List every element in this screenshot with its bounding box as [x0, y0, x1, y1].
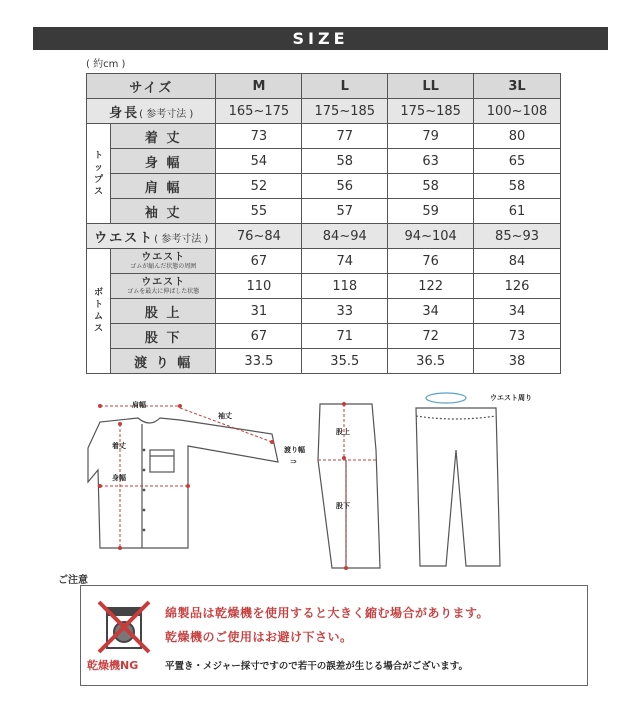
- table-row: [87, 324, 561, 349]
- table-cell: 126: [474, 274, 561, 299]
- table-header-row: [87, 74, 561, 99]
- table-cell: 85~93: [474, 224, 561, 249]
- caution-line-2: 乾燥機のご使用はお避け下さい。: [165, 630, 353, 644]
- table-cell: 34: [474, 299, 561, 324]
- table-cell: 56: [302, 174, 388, 199]
- shirt-illustration: [88, 418, 278, 548]
- dryer-ng-label: 乾燥機NG: [87, 659, 139, 672]
- body-width-label: 身幅: [112, 474, 126, 482]
- table-cell: 94~104: [388, 224, 474, 249]
- table-cell: 59: [388, 199, 474, 224]
- row-label: ウエスト ゴムを最大に伸ばした状態: [110, 274, 216, 299]
- unit-note: ( 約cm ): [86, 59, 126, 70]
- table-cell: 31: [216, 299, 302, 324]
- table-cell: 38: [474, 349, 561, 374]
- table-cell: 84~94: [302, 224, 388, 249]
- waist-ref-row: [87, 224, 561, 249]
- table-cell: 100~108: [474, 99, 561, 124]
- col-ll: LL: [388, 74, 474, 99]
- table-cell: 77: [302, 124, 388, 149]
- table-cell: 54: [216, 149, 302, 174]
- waist-ref-label: ウエスト( 参考寸法 ): [87, 224, 216, 249]
- col-3l: 3L: [474, 74, 561, 99]
- row-label: 肩 幅: [110, 174, 216, 199]
- table-cell: 55: [216, 199, 302, 224]
- sleeve-label: 袖丈: [218, 412, 232, 420]
- table-cell: 58: [302, 149, 388, 174]
- caution-box: [80, 585, 588, 686]
- table-row: [87, 274, 561, 299]
- inseam-label: 股下: [336, 502, 350, 510]
- table-cell: 67: [216, 249, 302, 274]
- table-row: [87, 199, 561, 224]
- table-cell: 67: [216, 324, 302, 349]
- table-cell: 76~84: [216, 224, 302, 249]
- row-label: 身 幅: [110, 149, 216, 174]
- table-cell: 175~185: [388, 99, 474, 124]
- table-cell: 34: [388, 299, 474, 324]
- trousers-front-illustration: [416, 408, 500, 566]
- caution-line-3: 平置き・メジャー採寸ですので若干の誤差が生じる場合がございます。: [165, 661, 469, 672]
- rise-label: 股上: [336, 428, 350, 436]
- table-cell: 76: [388, 249, 474, 274]
- row-label: 股 上: [110, 299, 216, 324]
- row-label: 着 丈: [110, 124, 216, 149]
- size-table: [86, 73, 561, 374]
- table-cell: 33.5: [216, 349, 302, 374]
- table-cell: 79: [388, 124, 474, 149]
- table-cell: 52: [216, 174, 302, 199]
- table-cell: 57: [302, 199, 388, 224]
- table-cell: 63: [388, 149, 474, 174]
- garment-diagram: [80, 390, 580, 575]
- shoulder-label: 肩幅: [132, 401, 146, 409]
- table-row: [87, 299, 561, 324]
- table-cell: 118: [302, 274, 388, 299]
- thigh-label: 渡り幅: [284, 446, 305, 454]
- table-cell: 80: [474, 124, 561, 149]
- table-cell: 73: [216, 124, 302, 149]
- waist-around-label: ウエスト周り: [490, 394, 532, 402]
- table-cell: 72: [388, 324, 474, 349]
- bottoms-group-label: ボ ト ム ス: [87, 249, 111, 374]
- row-label: 股 下: [110, 324, 216, 349]
- table-row: [87, 349, 561, 374]
- table-cell: 84: [474, 249, 561, 274]
- col-m: M: [216, 74, 302, 99]
- table-cell: 110: [216, 274, 302, 299]
- size-banner: [33, 27, 608, 50]
- table-cell: 165~175: [216, 99, 302, 124]
- table-cell: 35.5: [302, 349, 388, 374]
- table-cell: 36.5: [388, 349, 474, 374]
- table-cell: 122: [388, 274, 474, 299]
- col-l: L: [302, 74, 388, 99]
- table-cell: 65: [474, 149, 561, 174]
- table-cell: 71: [302, 324, 388, 349]
- table-cell: 58: [388, 174, 474, 199]
- table-row: [87, 249, 561, 274]
- table-cell: 74: [302, 249, 388, 274]
- height-label: 身長( 参考寸法 ): [87, 99, 216, 124]
- caution-title: ご注意: [58, 575, 88, 586]
- height-row: [87, 99, 561, 124]
- table-row: [87, 174, 561, 199]
- page-title: SIZE: [292, 29, 349, 48]
- table-cell: 73: [474, 324, 561, 349]
- table-cell: 58: [474, 174, 561, 199]
- length-label: 着丈: [112, 442, 126, 450]
- row-label: 渡 り 幅: [110, 349, 216, 374]
- row-label: ウエスト ゴムが縮んだ状態の周囲: [110, 249, 216, 274]
- table-cell: 33: [302, 299, 388, 324]
- tops-group-label: ト ッ プ ス: [87, 124, 111, 224]
- no-dryer-icon: [93, 596, 155, 658]
- size-header-label: サイズ: [87, 74, 216, 99]
- caution-line-1: 綿製品は乾燥機を使用すると大きく縮む場合があります。: [165, 606, 490, 620]
- table-row: [87, 149, 561, 174]
- table-cell: 175~185: [302, 99, 388, 124]
- table-row: [87, 124, 561, 149]
- row-label: 袖 丈: [110, 199, 216, 224]
- thigh-arrow: ⇒: [290, 457, 297, 466]
- table-cell: 61: [474, 199, 561, 224]
